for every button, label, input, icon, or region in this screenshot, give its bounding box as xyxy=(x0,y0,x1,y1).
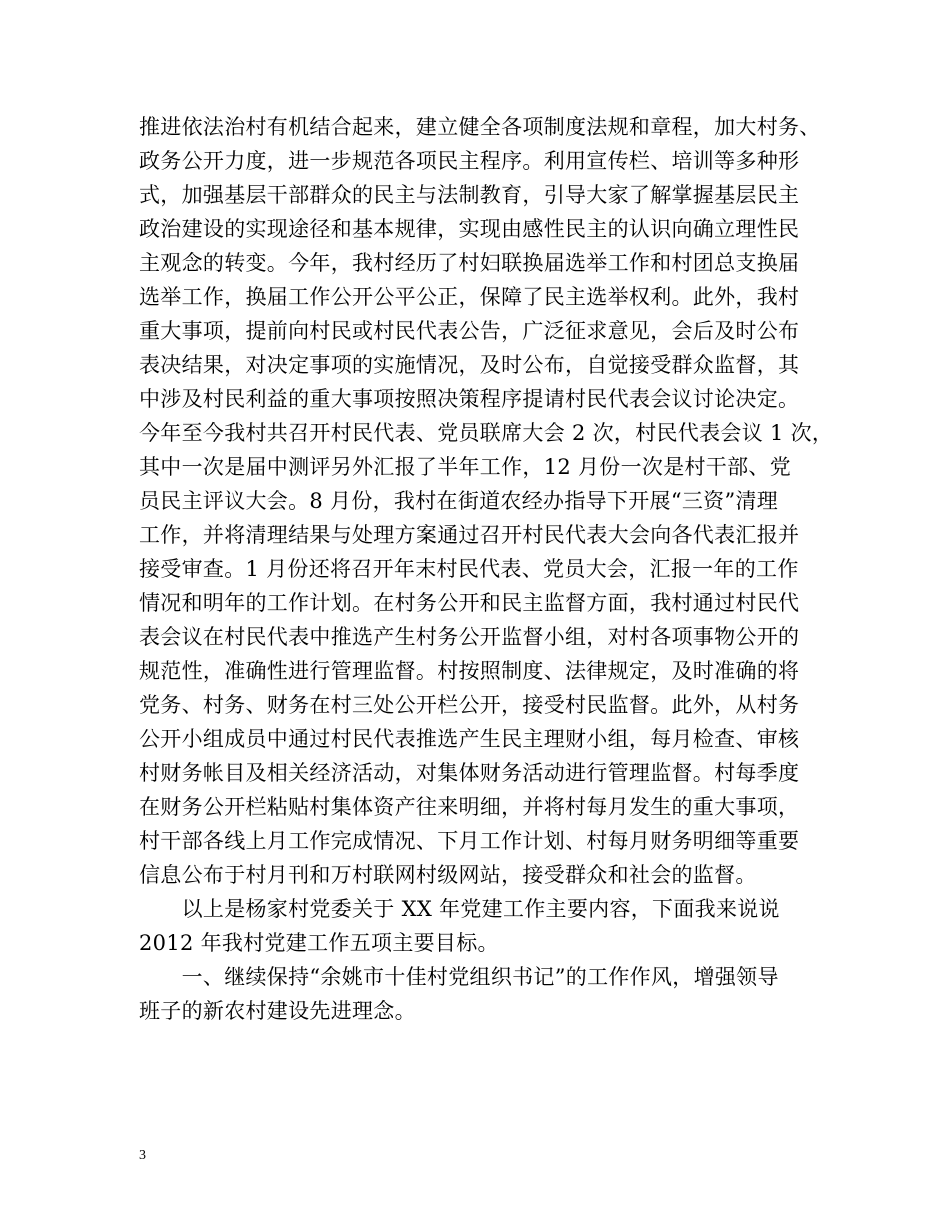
text-line: 一、继续保持“余姚市十佳村党组织书记”的工作作风，增强领导 xyxy=(139,965,779,989)
text-line: 村干部各线上月工作完成情况、下月工作计划、村每月财务明细等重要 xyxy=(139,829,800,853)
text-line: 其中一次是届中测评另外汇报了半年工作，12 月份一次是村干部、党 xyxy=(139,455,791,479)
text-line: 推进依法治村有机结合起来，建立健全各项制度法规和章程，加大村务、 xyxy=(139,115,821,139)
text-line: 表会议在村民代表中推选产生村务公开监督小组，对村各项事物公开的 xyxy=(139,625,800,649)
text-line: 党务、村务、财务在村三处公开栏公开，接受村民监督。此外，从村务 xyxy=(139,693,800,717)
text-line: 以上是杨家村党委关于 XX 年党建工作主要内容，下面我来说说 xyxy=(139,897,780,921)
text-line: 班子的新农村建设先进理念。 xyxy=(139,999,416,1023)
text-line: 式，加强基层干部群众的民主与法制教育，引导大家了解掌握基层民主 xyxy=(139,183,800,207)
text-line: 村财务帐目及相关经济活动，对集体财务活动进行管理监督。村每季度 xyxy=(139,761,800,785)
text-line: 选举工作，换届工作公开公平公正，保障了民主选举权利。此外，我村 xyxy=(139,285,800,309)
text-line: 情况和明年的工作计划。在村务公开和民主监督方面，我村通过村民代 xyxy=(139,591,800,615)
text-line: 工作，并将清理结果与处理方案通过召开村民代表大会向各代表汇报并 xyxy=(139,523,800,547)
text-line: 政治建设的实现途径和基本规律，实现由感性民主的认识向确立理性民 xyxy=(139,217,800,241)
text-line: 重大事项，提前向村民或村民代表公告，广泛征求意见，会后及时公布 xyxy=(139,319,800,343)
text-line: 中涉及村民利益的重大事项按照决策程序提请村民代表会议讨论决定。 xyxy=(139,387,800,411)
text-line: 规范性，准确性进行管理监督。村按照制度、法律规定，及时准确的将 xyxy=(139,659,800,683)
text-line: 2012 年我村党建工作五项主要目标。 xyxy=(139,931,499,955)
page-number: 3 xyxy=(139,1148,146,1163)
text-line: 接受审查。1 月份还将召开年末村民代表、党员大会，汇报一年的工作 xyxy=(139,557,799,581)
text-line: 今年至今我村共召开村民代表、党员联席大会 2 次，村民代表会议 1 次， xyxy=(139,421,834,445)
text-line: 政务公开力度，进一步规范各项民主程序。利用宣传栏、培训等多种形 xyxy=(139,149,800,173)
text-line: 员民主评议大会。8 月份，我村在街道农经办指导下开展“三资”清理 xyxy=(139,489,779,513)
text-line: 信息公布于村月刊和万村联网村级网站，接受群众和社会的监督。 xyxy=(139,863,757,887)
text-line: 在财务公开栏粘贴村集体资产往来明细，并将村每月发生的重大事项， xyxy=(139,795,800,819)
text-line: 表决结果，对决定事项的实施情况，及时公布，自觉接受群众监督，其 xyxy=(139,353,800,377)
text-line: 公开小组成员中通过村民代表推选产生民主理财小组，每月检查、审核 xyxy=(139,727,800,751)
text-line: 主观念的转变。今年，我村经历了村妇联换届选举工作和村团总支换届 xyxy=(139,251,800,275)
